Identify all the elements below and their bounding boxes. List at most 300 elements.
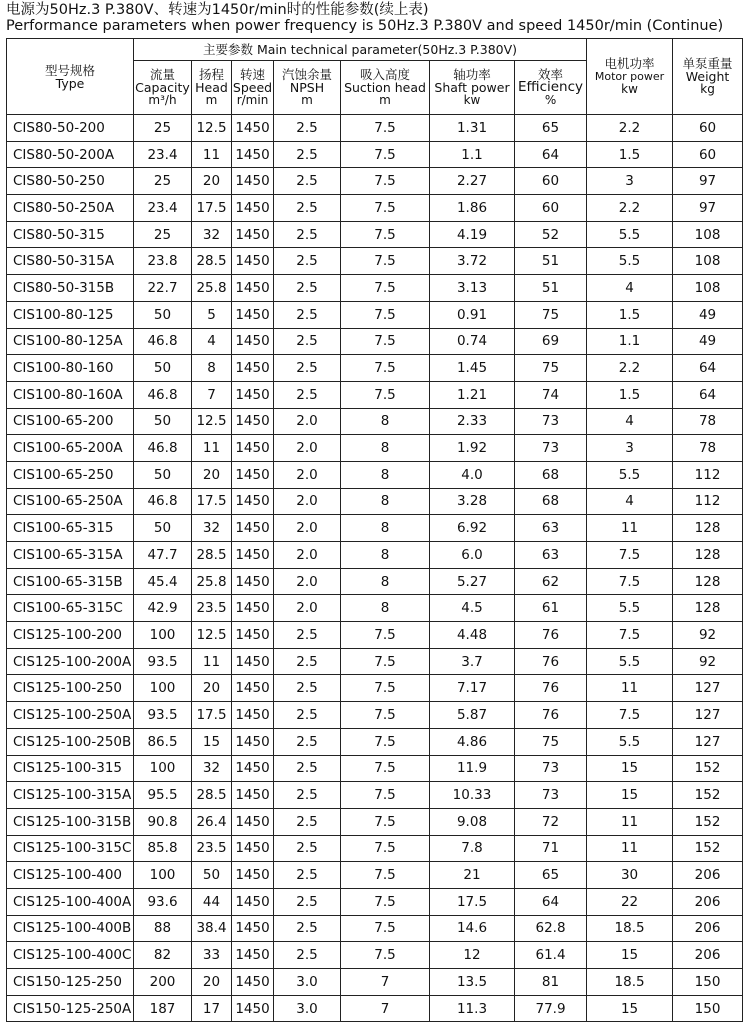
cell-shaft-power: 2.27 [430, 168, 515, 195]
cell-npsh: 2.5 [274, 888, 341, 915]
cell-weight: 206 [673, 862, 743, 889]
cell-weight: 92 [673, 648, 743, 675]
cell-npsh: 2.5 [274, 915, 341, 942]
cell-head: 17.5 [192, 702, 232, 729]
table-row [7, 888, 743, 915]
cell-shaft-power: 14.6 [430, 915, 515, 942]
table-row [7, 675, 743, 702]
cell-motor-power: 4 [587, 275, 673, 302]
cell-npsh: 2.5 [274, 648, 341, 675]
cell-capacity: 46.8 [134, 488, 192, 515]
cell-weight: 150 [673, 995, 743, 1022]
cell-model: CIS125-100-315C [7, 835, 134, 862]
cell-motor-power: 3 [587, 435, 673, 462]
cell-efficiency: 74 [515, 381, 587, 408]
cell-efficiency: 72 [515, 808, 587, 835]
cell-efficiency: 69 [515, 328, 587, 355]
cell-model: CIS80-50-250A [7, 195, 134, 222]
cell-speed: 1450 [232, 301, 274, 328]
cell-weight: 128 [673, 595, 743, 622]
cell-weight: 108 [673, 221, 743, 248]
cell-shaft-power: 1.1 [430, 141, 515, 168]
cell-speed: 1450 [232, 942, 274, 969]
cell-speed: 1450 [232, 862, 274, 889]
cell-npsh: 2.0 [274, 595, 341, 622]
cell-head: 33 [192, 942, 232, 969]
header-npsh: 汽蚀余量 NPSH m [274, 61, 341, 115]
cell-motor-power: 5.5 [587, 595, 673, 622]
cell-weight: 97 [673, 168, 743, 195]
cell-suction: 7.5 [341, 942, 430, 969]
cell-head: 17.5 [192, 488, 232, 515]
cell-npsh: 2.5 [274, 862, 341, 889]
cell-capacity: 25 [134, 115, 192, 142]
cell-head: 32 [192, 755, 232, 782]
cell-shaft-power: 1.21 [430, 381, 515, 408]
cell-model: CIS100-80-160 [7, 355, 134, 382]
cell-suction: 8 [341, 542, 430, 569]
cell-model: CIS125-100-315A [7, 782, 134, 809]
table-row [7, 808, 743, 835]
cell-head: 25.8 [192, 275, 232, 302]
cell-weight: 206 [673, 915, 743, 942]
cell-shaft-power: 6.92 [430, 515, 515, 542]
cell-npsh: 2.5 [274, 942, 341, 969]
cell-efficiency: 62.8 [515, 915, 587, 942]
cell-weight: 64 [673, 381, 743, 408]
cell-capacity: 23.4 [134, 195, 192, 222]
cell-capacity: 45.4 [134, 568, 192, 595]
cell-suction: 7.5 [341, 301, 430, 328]
cell-capacity: 22.7 [134, 275, 192, 302]
cell-model: CIS125-100-315 [7, 755, 134, 782]
cell-motor-power: 5.5 [587, 648, 673, 675]
cell-head: 44 [192, 888, 232, 915]
cell-shaft-power: 4.86 [430, 728, 515, 755]
cell-speed: 1450 [232, 221, 274, 248]
header-weight: 单泵重量 Weight kg [673, 39, 743, 115]
cell-efficiency: 64 [515, 888, 587, 915]
cell-capacity: 42.9 [134, 595, 192, 622]
cell-model: CIS100-65-200A [7, 435, 134, 462]
title-en: Performance parameters when power frequency is 50Hz.3 P.380V and speed 1450r/min (Continue) [6, 18, 724, 34]
cell-motor-power: 11 [587, 675, 673, 702]
cell-npsh: 2.5 [274, 195, 341, 222]
cell-speed: 1450 [232, 115, 274, 142]
cell-npsh: 2.0 [274, 488, 341, 515]
cell-motor-power: 15 [587, 755, 673, 782]
cell-capacity: 200 [134, 969, 192, 996]
cell-suction: 7.5 [341, 648, 430, 675]
cell-weight: 78 [673, 435, 743, 462]
header-head: 扬程 Head m [192, 61, 232, 115]
table-row [7, 728, 743, 755]
cell-weight: 127 [673, 675, 743, 702]
cell-head: 23.5 [192, 835, 232, 862]
cell-efficiency: 76 [515, 622, 587, 649]
cell-speed: 1450 [232, 515, 274, 542]
cell-head: 38.4 [192, 915, 232, 942]
cell-head: 20 [192, 168, 232, 195]
cell-shaft-power: 3.72 [430, 248, 515, 275]
cell-model: CIS125-100-315B [7, 808, 134, 835]
cell-efficiency: 73 [515, 755, 587, 782]
cell-weight: 128 [673, 515, 743, 542]
cell-weight: 128 [673, 542, 743, 569]
cell-capacity: 82 [134, 942, 192, 969]
cell-speed: 1450 [232, 995, 274, 1022]
cell-speed: 1450 [232, 568, 274, 595]
cell-capacity: 50 [134, 461, 192, 488]
cell-shaft-power: 4.48 [430, 622, 515, 649]
cell-shaft-power: 2.33 [430, 408, 515, 435]
cell-head: 5 [192, 301, 232, 328]
cell-model: CIS100-65-250 [7, 461, 134, 488]
cell-weight: 152 [673, 755, 743, 782]
cell-suction: 7.5 [341, 221, 430, 248]
cell-suction: 7.5 [341, 248, 430, 275]
cell-head: 20 [192, 675, 232, 702]
cell-npsh: 2.5 [274, 301, 341, 328]
cell-head: 7 [192, 381, 232, 408]
cell-efficiency: 51 [515, 248, 587, 275]
cell-shaft-power: 10.33 [430, 782, 515, 809]
cell-speed: 1450 [232, 782, 274, 809]
cell-head: 17.5 [192, 195, 232, 222]
cell-npsh: 2.0 [274, 461, 341, 488]
cell-shaft-power: 5.87 [430, 702, 515, 729]
cell-capacity: 46.8 [134, 328, 192, 355]
cell-model: CIS100-65-315B [7, 568, 134, 595]
cell-shaft-power: 3.28 [430, 488, 515, 515]
cell-efficiency: 64 [515, 141, 587, 168]
cell-speed: 1450 [232, 622, 274, 649]
table-row [7, 915, 743, 942]
cell-weight: 128 [673, 568, 743, 595]
cell-speed: 1450 [232, 355, 274, 382]
cell-weight: 60 [673, 115, 743, 142]
cell-capacity: 25 [134, 221, 192, 248]
cell-model: CIS100-65-200 [7, 408, 134, 435]
cell-motor-power: 4 [587, 408, 673, 435]
cell-motor-power: 30 [587, 862, 673, 889]
cell-efficiency: 73 [515, 782, 587, 809]
header-speed: 转速 Speed r/min [232, 61, 274, 115]
cell-model: CIS125-100-400C [7, 942, 134, 969]
table-row [7, 648, 743, 675]
cell-capacity: 93.5 [134, 702, 192, 729]
header-motor: 电机功率 Motor power kw [587, 39, 673, 115]
cell-model: CIS125-100-400A [7, 888, 134, 915]
cell-suction: 7.5 [341, 168, 430, 195]
cell-capacity: 47.7 [134, 542, 192, 569]
header-main: 主要参数 Main technical parameter(50Hz.3 P.380V) [134, 39, 587, 61]
cell-motor-power: 5.5 [587, 221, 673, 248]
cell-capacity: 85.8 [134, 835, 192, 862]
cell-efficiency: 61.4 [515, 942, 587, 969]
header-capacity: 流量 Capacity m³/h [134, 61, 192, 115]
cell-efficiency: 81 [515, 969, 587, 996]
cell-npsh: 2.5 [274, 141, 341, 168]
cell-motor-power: 7.5 [587, 622, 673, 649]
cell-shaft-power: 3.7 [430, 648, 515, 675]
cell-efficiency: 51 [515, 275, 587, 302]
cell-model: CIS125-100-200A [7, 648, 134, 675]
cell-model: CIS80-50-315 [7, 221, 134, 248]
table-row [7, 995, 743, 1022]
cell-model: CIS100-80-160A [7, 381, 134, 408]
cell-weight: 127 [673, 702, 743, 729]
cell-weight: 127 [673, 728, 743, 755]
cell-shaft-power: 0.91 [430, 301, 515, 328]
cell-weight: 60 [673, 141, 743, 168]
cell-npsh: 2.0 [274, 435, 341, 462]
cell-head: 26.4 [192, 808, 232, 835]
table-row [7, 702, 743, 729]
cell-motor-power: 4 [587, 488, 673, 515]
cell-npsh: 2.5 [274, 728, 341, 755]
cell-model: CIS125-100-250 [7, 675, 134, 702]
cell-npsh: 3.0 [274, 969, 341, 996]
cell-weight: 206 [673, 888, 743, 915]
cell-capacity: 25 [134, 168, 192, 195]
cell-head: 4 [192, 328, 232, 355]
cell-suction: 7.5 [341, 888, 430, 915]
cell-speed: 1450 [232, 888, 274, 915]
cell-capacity: 86.5 [134, 728, 192, 755]
cell-model: CIS100-65-315A [7, 542, 134, 569]
table-row [7, 328, 743, 355]
table-body [7, 115, 743, 1022]
cell-efficiency: 75 [515, 728, 587, 755]
cell-capacity: 46.8 [134, 435, 192, 462]
cell-efficiency: 75 [515, 301, 587, 328]
table-row [7, 515, 743, 542]
cell-efficiency: 77.9 [515, 995, 587, 1022]
cell-head: 32 [192, 515, 232, 542]
cell-suction: 7.5 [341, 702, 430, 729]
cell-efficiency: 65 [515, 115, 587, 142]
cell-suction: 7.5 [341, 808, 430, 835]
cell-efficiency: 63 [515, 542, 587, 569]
table-row [7, 862, 743, 889]
cell-motor-power: 22 [587, 888, 673, 915]
cell-weight: 64 [673, 355, 743, 382]
cell-motor-power: 1.5 [587, 141, 673, 168]
cell-shaft-power: 6.0 [430, 542, 515, 569]
cell-motor-power: 18.5 [587, 915, 673, 942]
cell-speed: 1450 [232, 675, 274, 702]
cell-weight: 152 [673, 808, 743, 835]
cell-speed: 1450 [232, 755, 274, 782]
cell-suction: 7.5 [341, 328, 430, 355]
cell-shaft-power: 9.08 [430, 808, 515, 835]
cell-speed: 1450 [232, 488, 274, 515]
cell-head: 17 [192, 995, 232, 1022]
cell-speed: 1450 [232, 408, 274, 435]
cell-capacity: 93.6 [134, 888, 192, 915]
table-row [7, 115, 743, 142]
cell-head: 20 [192, 461, 232, 488]
cell-motor-power: 5.5 [587, 248, 673, 275]
cell-speed: 1450 [232, 248, 274, 275]
table-row [7, 461, 743, 488]
cell-capacity: 50 [134, 355, 192, 382]
cell-npsh: 2.5 [274, 702, 341, 729]
cell-motor-power: 15 [587, 995, 673, 1022]
cell-head: 25.8 [192, 568, 232, 595]
cell-weight: 112 [673, 488, 743, 515]
cell-suction: 7.5 [341, 755, 430, 782]
cell-npsh: 2.5 [274, 755, 341, 782]
cell-model: CIS150-125-250 [7, 969, 134, 996]
cell-speed: 1450 [232, 728, 274, 755]
cell-efficiency: 76 [515, 648, 587, 675]
cell-motor-power: 1.1 [587, 328, 673, 355]
cell-speed: 1450 [232, 969, 274, 996]
cell-head: 23.5 [192, 595, 232, 622]
table-row [7, 595, 743, 622]
cell-capacity: 100 [134, 862, 192, 889]
page-title [6, 2, 750, 34]
table-row [7, 782, 743, 809]
table-row [7, 355, 743, 382]
cell-npsh: 2.0 [274, 515, 341, 542]
cell-model: CIS125-100-400B [7, 915, 134, 942]
cell-motor-power: 2.2 [587, 115, 673, 142]
cell-capacity: 50 [134, 408, 192, 435]
cell-efficiency: 62 [515, 568, 587, 595]
cell-suction: 7.5 [341, 622, 430, 649]
cell-npsh: 2.5 [274, 275, 341, 302]
cell-model: CIS125-100-250B [7, 728, 134, 755]
cell-weight: 150 [673, 969, 743, 996]
cell-head: 28.5 [192, 248, 232, 275]
performance-table [6, 38, 743, 1022]
cell-model: CIS80-50-250 [7, 168, 134, 195]
cell-efficiency: 61 [515, 595, 587, 622]
cell-capacity: 95.5 [134, 782, 192, 809]
cell-shaft-power: 21 [430, 862, 515, 889]
table-row [7, 942, 743, 969]
cell-suction: 7.5 [341, 835, 430, 862]
cell-head: 32 [192, 221, 232, 248]
cell-npsh: 2.5 [274, 808, 341, 835]
cell-efficiency: 76 [515, 675, 587, 702]
cell-speed: 1450 [232, 195, 274, 222]
cell-efficiency: 68 [515, 488, 587, 515]
cell-suction: 7.5 [341, 782, 430, 809]
cell-head: 12.5 [192, 115, 232, 142]
cell-npsh: 2.5 [274, 115, 341, 142]
header-suction: 吸入高度 Suction head m [341, 61, 430, 115]
cell-speed: 1450 [232, 141, 274, 168]
cell-motor-power: 2.2 [587, 195, 673, 222]
table-row [7, 301, 743, 328]
cell-npsh: 2.5 [274, 328, 341, 355]
table-row [7, 542, 743, 569]
table-row [7, 835, 743, 862]
cell-head: 12.5 [192, 622, 232, 649]
cell-npsh: 2.5 [274, 835, 341, 862]
cell-shaft-power: 17.5 [430, 888, 515, 915]
cell-shaft-power: 12 [430, 942, 515, 969]
cell-model: CIS125-100-400 [7, 862, 134, 889]
header-shaft: 轴功率 Shaft power kw [430, 61, 515, 115]
header-efficiency: 效率 Efficiency % [515, 61, 587, 115]
cell-model: CIS150-125-250A [7, 995, 134, 1022]
cell-model: CIS80-50-315B [7, 275, 134, 302]
cell-head: 50 [192, 862, 232, 889]
cell-capacity: 50 [134, 301, 192, 328]
cell-model: CIS80-50-200A [7, 141, 134, 168]
cell-suction: 8 [341, 435, 430, 462]
cell-model: CIS100-80-125 [7, 301, 134, 328]
cell-suction: 8 [341, 461, 430, 488]
cell-suction: 7.5 [341, 115, 430, 142]
cell-npsh: 2.0 [274, 568, 341, 595]
cell-efficiency: 60 [515, 195, 587, 222]
cell-head: 12.5 [192, 408, 232, 435]
cell-speed: 1450 [232, 808, 274, 835]
table-row [7, 622, 743, 649]
table-row [7, 221, 743, 248]
cell-npsh: 2.5 [274, 248, 341, 275]
cell-capacity: 23.4 [134, 141, 192, 168]
cell-efficiency: 63 [515, 515, 587, 542]
cell-model: CIS80-50-315A [7, 248, 134, 275]
cell-weight: 49 [673, 301, 743, 328]
cell-shaft-power: 7.8 [430, 835, 515, 862]
cell-head: 15 [192, 728, 232, 755]
cell-motor-power: 2.2 [587, 355, 673, 382]
cell-shaft-power: 13.5 [430, 969, 515, 996]
cell-efficiency: 65 [515, 862, 587, 889]
cell-head: 8 [192, 355, 232, 382]
cell-motor-power: 7.5 [587, 542, 673, 569]
table-row [7, 568, 743, 595]
cell-model: CIS100-65-315 [7, 515, 134, 542]
cell-suction: 8 [341, 408, 430, 435]
cell-head: 28.5 [192, 782, 232, 809]
cell-npsh: 3.0 [274, 995, 341, 1022]
cell-shaft-power: 1.92 [430, 435, 515, 462]
cell-capacity: 50 [134, 515, 192, 542]
cell-capacity: 23.8 [134, 248, 192, 275]
cell-shaft-power: 0.74 [430, 328, 515, 355]
cell-shaft-power: 1.86 [430, 195, 515, 222]
cell-weight: 152 [673, 835, 743, 862]
cell-shaft-power: 5.27 [430, 568, 515, 595]
cell-shaft-power: 3.13 [430, 275, 515, 302]
cell-speed: 1450 [232, 381, 274, 408]
cell-motor-power: 18.5 [587, 969, 673, 996]
cell-speed: 1450 [232, 595, 274, 622]
cell-npsh: 2.5 [274, 355, 341, 382]
cell-npsh: 2.0 [274, 408, 341, 435]
cell-suction: 8 [341, 515, 430, 542]
cell-suction: 8 [341, 595, 430, 622]
cell-capacity: 90.8 [134, 808, 192, 835]
cell-motor-power: 5.5 [587, 728, 673, 755]
cell-efficiency: 68 [515, 461, 587, 488]
cell-suction: 7 [341, 995, 430, 1022]
cell-npsh: 2.5 [274, 675, 341, 702]
cell-shaft-power: 11.9 [430, 755, 515, 782]
cell-shaft-power: 11.3 [430, 995, 515, 1022]
cell-weight: 49 [673, 328, 743, 355]
table-row [7, 435, 743, 462]
